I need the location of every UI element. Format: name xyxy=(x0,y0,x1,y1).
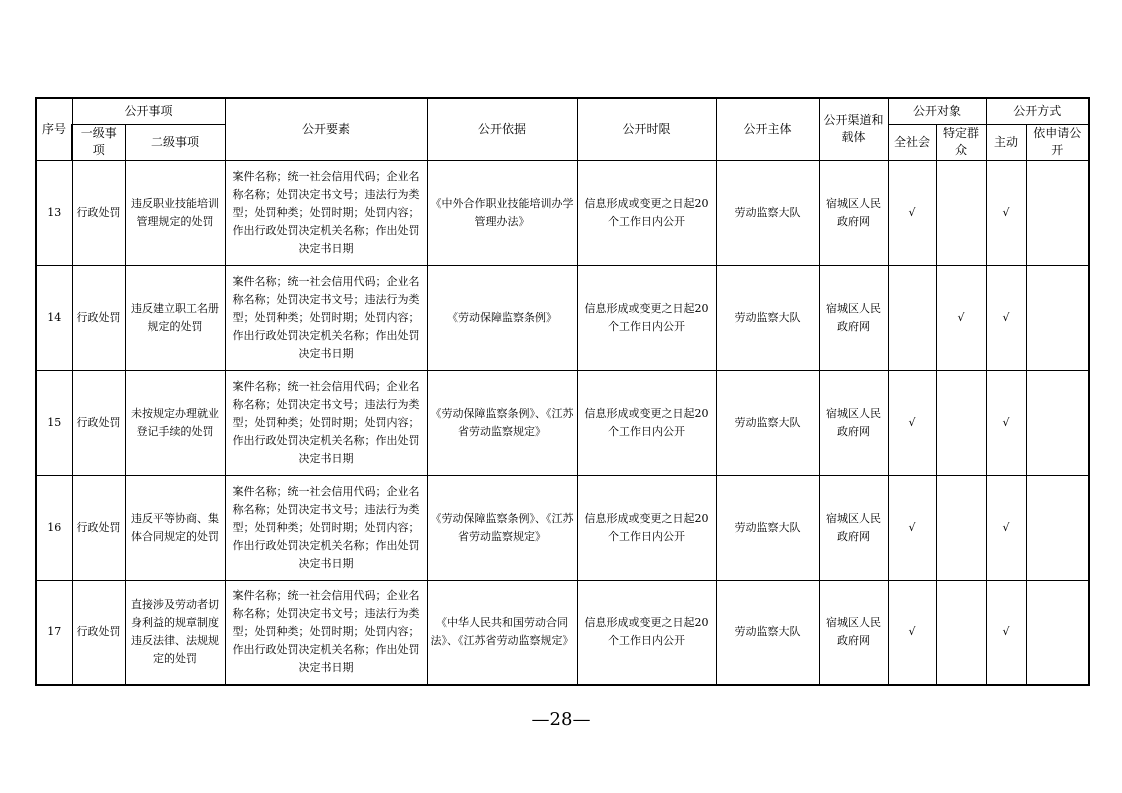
cell-subject: 劳动监察大队 xyxy=(716,580,819,685)
cell-level2: 未按规定办理就业登记手续的处罚 xyxy=(125,370,225,475)
cell-subject: 劳动监察大队 xyxy=(716,160,819,265)
header-level1: 一级事项 xyxy=(72,124,125,160)
cell-seq: 16 xyxy=(36,475,72,580)
header-seq: 序号 xyxy=(36,98,72,160)
cell-mode-request xyxy=(1026,370,1089,475)
disclosure-table xyxy=(35,97,1090,686)
table-row xyxy=(36,475,1089,580)
cell-target-specific xyxy=(936,160,986,265)
cell-target-specific xyxy=(936,475,986,580)
cell-time-limit: 信息形成或变更之日起20个工作日内公开 xyxy=(577,160,716,265)
cell-basis: 《中外合作职业技能培训办学管理办法》 xyxy=(427,160,577,265)
cell-target-specific xyxy=(936,580,986,685)
cell-mode-request xyxy=(1026,160,1089,265)
page-number: —28— xyxy=(531,709,591,730)
cell-level2: 违反平等协商、集体合同规定的处罚 xyxy=(125,475,225,580)
cell-seq: 14 xyxy=(36,265,72,370)
cell-mode-active: √ xyxy=(986,475,1026,580)
cell-channel: 宿城区人民政府网 xyxy=(819,580,888,685)
header-time-limit: 公开时限 xyxy=(577,98,716,160)
cell-target-all: √ xyxy=(888,475,936,580)
cell-level2: 违反建立职工名册规定的处罚 xyxy=(125,265,225,370)
cell-basis: 《劳动保障监察条例》、《江苏省劳动监察规定》 xyxy=(427,370,577,475)
cell-elements: 案件名称；统一社会信用代码；企业名称名称；处罚决定书文号；违法行为类型；处罚种类；处罚时期；处罚内容；作出行政处罚决定机关名称；作出处罚决定书日期 xyxy=(225,475,427,580)
cell-level1: 行政处罚 xyxy=(72,265,125,370)
header-elements: 公开要素 xyxy=(225,98,427,160)
cell-target-all: √ xyxy=(888,580,936,685)
cell-basis: 《中华人民共和国劳动合同法》、《江苏省劳动监察规定》 xyxy=(427,580,577,685)
cell-mode-request xyxy=(1026,265,1089,370)
cell-elements: 案件名称；统一社会信用代码；企业名称名称；处罚决定书文号；违法行为类型；处罚种类；处罚时期；处罚内容；作出行政处罚决定机关名称；作出处罚决定书日期 xyxy=(225,580,427,685)
cell-target-specific: √ xyxy=(936,265,986,370)
cell-time-limit: 信息形成或变更之日起20个工作日内公开 xyxy=(577,475,716,580)
cell-time-limit: 信息形成或变更之日起20个工作日内公开 xyxy=(577,580,716,685)
cell-mode-active: √ xyxy=(986,580,1026,685)
cell-seq: 15 xyxy=(36,370,72,475)
cell-level1: 行政处罚 xyxy=(72,160,125,265)
cell-channel: 宿城区人民政府网 xyxy=(819,265,888,370)
header-mode: 公开方式 xyxy=(986,98,1089,124)
cell-level1: 行政处罚 xyxy=(72,370,125,475)
header-target-all: 全社会 xyxy=(888,124,936,160)
cell-level2: 违反职业技能培训管理规定的处罚 xyxy=(125,160,225,265)
cell-seq: 13 xyxy=(36,160,72,265)
header-mode-active: 主动 xyxy=(986,124,1026,160)
header-target: 公开对象 xyxy=(888,98,986,124)
cell-channel: 宿城区人民政府网 xyxy=(819,370,888,475)
table-row xyxy=(36,265,1089,370)
table-row xyxy=(36,580,1089,685)
cell-subject: 劳动监察大队 xyxy=(716,370,819,475)
cell-channel: 宿城区人民政府网 xyxy=(819,475,888,580)
cell-mode-active: √ xyxy=(986,370,1026,475)
cell-time-limit: 信息形成或变更之日起20个工作日内公开 xyxy=(577,370,716,475)
cell-elements: 案件名称；统一社会信用代码；企业名称名称；处罚决定书文号；违法行为类型；处罚种类；处罚时期；处罚内容；作出行政处罚决定机关名称；作出处罚决定书日期 xyxy=(225,370,427,475)
header-target-specific: 特定群众 xyxy=(936,124,986,160)
header-mode-request: 依申请公开 xyxy=(1026,124,1089,160)
cell-basis: 《劳动保障监察条例》 xyxy=(427,265,577,370)
header-basis: 公开依据 xyxy=(427,98,577,160)
cell-mode-request xyxy=(1026,580,1089,685)
table-header xyxy=(36,98,1089,160)
cell-elements: 案件名称；统一社会信用代码；企业名称名称；处罚决定书文号；违法行为类型；处罚种类；处罚时期；处罚内容；作出行政处罚决定机关名称；作出处罚决定书日期 xyxy=(225,265,427,370)
cell-channel: 宿城区人民政府网 xyxy=(819,160,888,265)
cell-level1: 行政处罚 xyxy=(72,475,125,580)
cell-target-all xyxy=(888,265,936,370)
cell-target-all: √ xyxy=(888,370,936,475)
table-row xyxy=(36,370,1089,475)
cell-basis: 《劳动保障监察条例》、《江苏省劳动监察规定》 xyxy=(427,475,577,580)
cell-level2: 直接涉及劳动者切身利益的规章制度违反法律、法规规定的处罚 xyxy=(125,580,225,685)
header-channel: 公开渠道和载体 xyxy=(819,98,888,160)
cell-time-limit: 信息形成或变更之日起20个工作日内公开 xyxy=(577,265,716,370)
cell-mode-active: √ xyxy=(986,265,1026,370)
header-subject: 公开主体 xyxy=(716,98,819,160)
table-row xyxy=(36,160,1089,265)
cell-target-specific xyxy=(936,370,986,475)
header-level2: 二级事项 xyxy=(125,124,225,160)
header-items: 公开事项 xyxy=(72,98,225,124)
table-body xyxy=(36,160,1089,685)
cell-mode-active: √ xyxy=(986,160,1026,265)
cell-seq: 17 xyxy=(36,580,72,685)
cell-subject: 劳动监察大队 xyxy=(716,475,819,580)
cell-subject: 劳动监察大队 xyxy=(716,265,819,370)
cell-mode-request xyxy=(1026,475,1089,580)
cell-target-all: √ xyxy=(888,160,936,265)
cell-elements: 案件名称；统一社会信用代码；企业名称名称；处罚决定书文号；违法行为类型；处罚种类；处罚时期；处罚内容；作出行政处罚决定机关名称；作出处罚决定书日期 xyxy=(225,160,427,265)
cell-level1: 行政处罚 xyxy=(72,580,125,685)
